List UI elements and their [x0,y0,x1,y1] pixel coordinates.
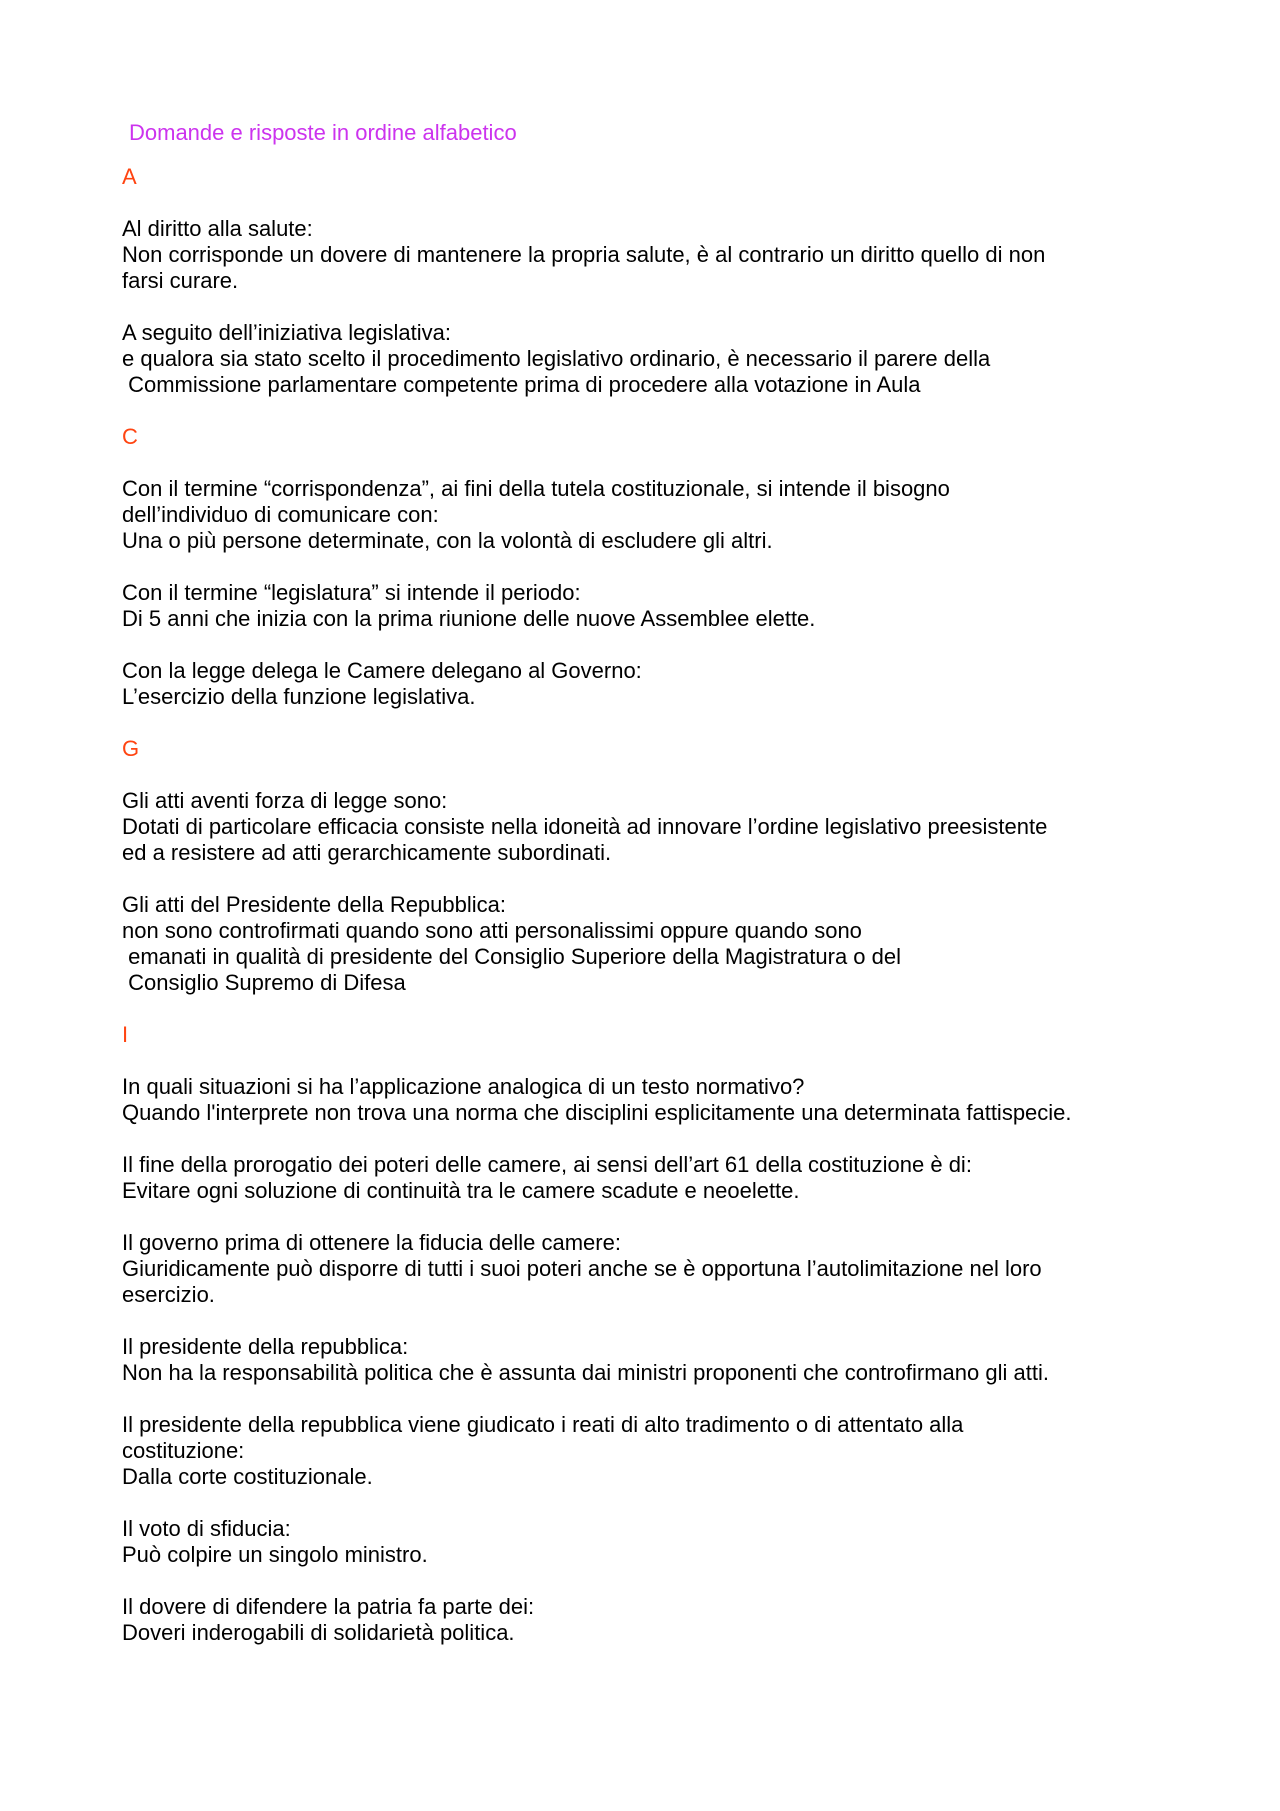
answer-line: Di 5 anni che inizia con la prima riunione delle nuove Assemblee elette. [122,606,816,631]
qa-item [122,580,1202,632]
qa-item [122,1594,1202,1646]
answer-line: Quando l'interprete non trova una norma che disciplini esplicitamente una determinata fattispecie. [122,1100,1072,1125]
answer-line: Dotati di particolare efficacia consiste nella idoneità ad innovare l’ordine legislativo preesistente [122,814,1048,839]
qa-item [122,1152,1202,1204]
answer-line: Non corrisponde un dovere di mantenere la propria salute, è al contrario un diritto quello di non [122,242,1046,267]
question-line: A seguito dell’iniziativa legislativa: [122,320,451,345]
question-line: Al diritto alla salute: [122,216,313,241]
answer-line: Commissione parlamentare competente prima di procedere alla votazione in Aula [122,372,921,397]
document-title: Domande e risposte in ordine alfabetico [129,120,517,145]
answer-line: Consiglio Supremo di Difesa [122,970,406,995]
answer-line: Dalla corte costituzionale. [122,1464,373,1489]
qa-item [122,1230,1202,1308]
answer-line: Può colpire un singolo ministro. [122,1542,428,1567]
question-line: Con il termine “corrispondenza”, ai fini della tutela costituzionale, si intende il bisogno [122,476,950,501]
qa-item [122,788,1202,866]
question-line: Il governo prima di ottenere la fiducia delle camere: [122,1230,621,1255]
qa-item [122,1334,1202,1386]
qa-item [122,1516,1202,1568]
question-line: Con la legge delega le Camere delegano al Governo: [122,658,642,683]
question-line: Il dovere di difendere la patria fa parte dei: [122,1594,535,1619]
section-letter: A [122,164,137,189]
question-line: Il presidente della repubblica: [122,1334,409,1359]
answer-line: e qualora sia stato scelto il procedimento legislativo ordinario, è necessario il parere della [122,346,991,371]
answer-line: L’esercizio della funzione legislativa. [122,684,476,709]
question-line: Il presidente della repubblica viene giudicato i reati di alto tradimento o di attentato alla [122,1412,964,1437]
answer-line: Non ha la responsabilità politica che è assunta dai ministri proponenti che controfirmano gli atti. [122,1360,1049,1385]
qa-item [122,476,1202,554]
answer-line: ed a resistere ad atti gerarchicamente subordinati. [122,840,612,865]
answer-line: Evitare ogni soluzione di continuità tra le camere scadute e neoelette. [122,1178,800,1203]
section-letter: G [122,736,140,761]
answer-line: Giuridicamente può disporre di tutti i suoi poteri anche se è opportuna l’autolimitazione nel loro [122,1256,1042,1281]
answer-line: emanati in qualità di presidente del Consiglio Superiore della Magistratura o del [122,944,902,969]
question-line: Il voto di sfiducia: [122,1516,291,1541]
question-line: Gli atti aventi forza di legge sono: [122,788,448,813]
qa-item [122,1074,1202,1126]
qa-item [122,216,1202,294]
sections-container [122,164,1202,1646]
answer-line: Doveri inderogabili di solidarietà politica. [122,1620,515,1645]
question-line: In quali situazioni si ha l’applicazione analogica di un testo normativo? [122,1074,805,1099]
section-letter: C [122,424,138,449]
qa-item [122,658,1202,710]
question-line: Con il termine “legislatura” si intende il periodo: [122,580,581,605]
answer-line: farsi curare. [122,268,239,293]
question-line: Gli atti del Presidente della Repubblica: [122,892,507,917]
qa-item [122,320,1202,398]
qa-item [122,1412,1202,1490]
answer-line: dell’individuo di comunicare con: [122,502,439,527]
section-letter: I [122,1022,129,1047]
document-page [122,120,1202,1672]
answer-line: costituzione: [122,1438,245,1463]
answer-line: Una o più persone determinate, con la volontà di escludere gli altri. [122,528,773,553]
qa-item [122,892,1202,996]
question-line: Il fine della prorogatio dei poteri delle camere, ai sensi dell’art 61 della costituzione è di: [122,1152,972,1177]
answer-line: esercizio. [122,1282,215,1307]
answer-line: non sono controfirmati quando sono atti personalissimi oppure quando sono [122,918,862,943]
